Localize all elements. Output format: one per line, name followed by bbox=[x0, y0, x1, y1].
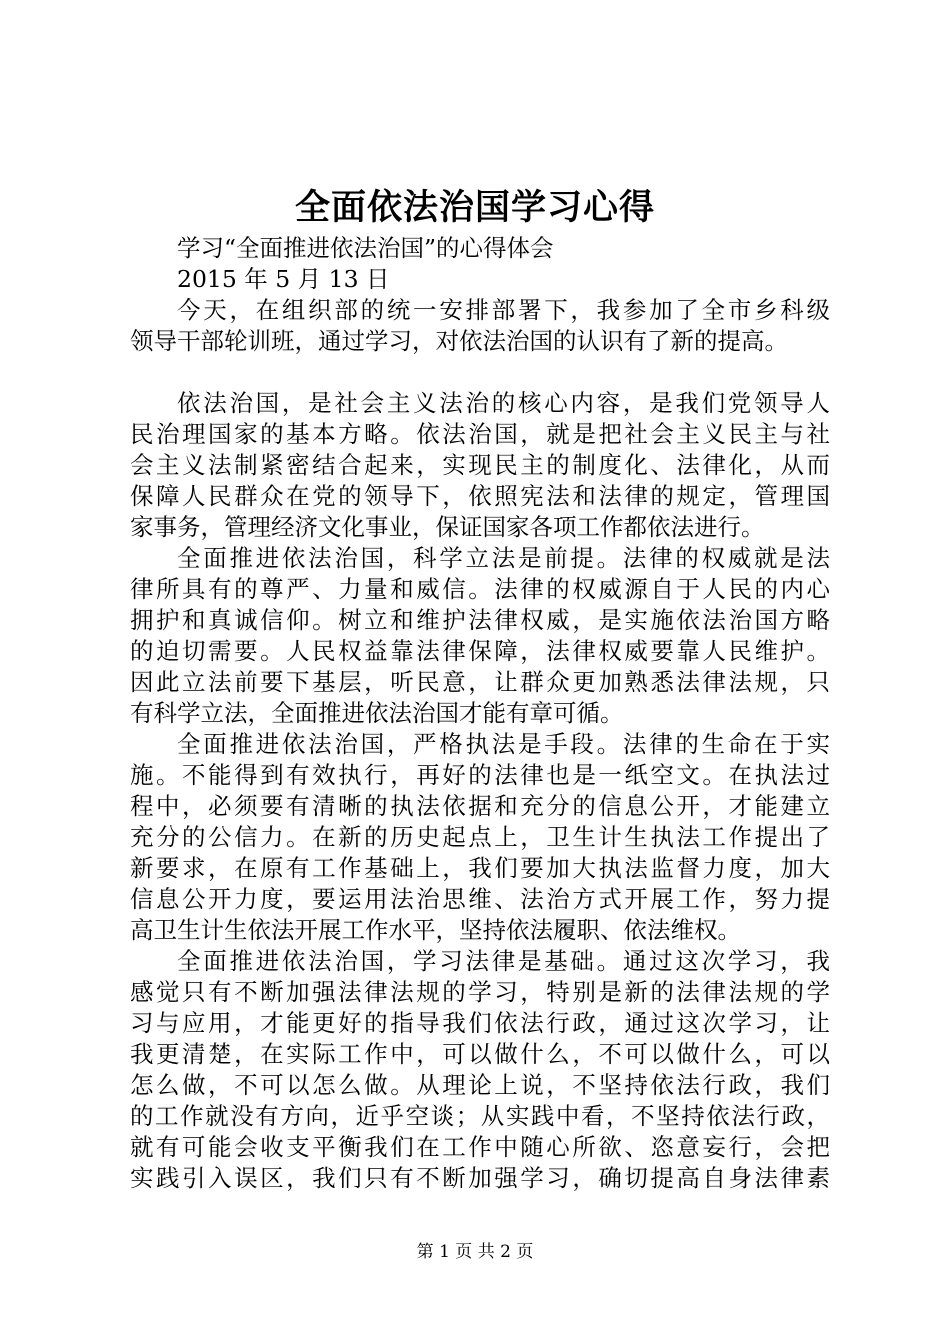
text-line: 家事务，管理经济文化事业，保证国家各项工作都依法进行。 bbox=[130, 513, 765, 541]
text-line: 信息公开力度，要运用法治思维、法治方式开展工作，努力提 bbox=[130, 885, 830, 913]
text-line: 会主义法制紧密结合起来，实现民主的制度化、法律化，从而 bbox=[130, 451, 830, 479]
text-line: 保障人民群众在党的领导下，依照宪法和法律的规定，管理国 bbox=[130, 482, 830, 510]
text-line: 律所具有的尊严、力量和威信。法律的权威源自于人民的内心 bbox=[130, 575, 830, 603]
document-body bbox=[130, 233, 830, 1194]
text-line: 施。不能得到有效执行，再好的法律也是一纸空文。在执法过 bbox=[130, 761, 830, 789]
document-subtitle: 学习“全面推进依法治国”的心得体会 bbox=[177, 234, 554, 262]
text-line: 有科学立法，全面推进依法治国才能有章可循。 bbox=[130, 699, 624, 727]
blank-line bbox=[130, 357, 830, 388]
text-line: 高卫生计生依法开展工作水平，坚持依法履职、依法维权。 bbox=[130, 916, 741, 944]
text-line: 全面推进依法治国，科学立法是前提。法律的权威就是法 bbox=[177, 544, 830, 572]
text-line: 感觉只有不断加强法律法规的学习，特别是新的法律法规的学 bbox=[130, 978, 830, 1006]
text-line: 的迫切需要。人民权益靠法律保障，法律权威要靠人民维护。 bbox=[130, 637, 830, 665]
text-line: 今天，在组织部的统一安排部署下，我参加了全市乡科级 bbox=[177, 296, 830, 324]
document-date: 2015 年 5 月 13 日 bbox=[177, 265, 390, 293]
text-line: 习与应用，才能更好的指导我们依法行政，通过这次学习，让 bbox=[130, 1009, 830, 1037]
text-line: 拥护和真诚信仰。树立和维护法律权威，是实施依法治国方略 bbox=[130, 606, 830, 634]
text-line: 实践引入误区，我们只有不断加强学习，确切提高自身法律素 bbox=[130, 1164, 830, 1192]
text-line: 怎么做，不可以怎么做。从理论上说，不坚持依法行政，我们 bbox=[130, 1071, 830, 1099]
text-line: 民治理国家的基本方略。依法治国，就是把社会主义民主与社 bbox=[130, 420, 830, 448]
text-line: 充分的公信力。在新的历史起点上，卫生计生执法工作提出了 bbox=[130, 823, 830, 851]
text-line: 因此立法前要下基层，听民意，让群众更加熟悉法律法规，只 bbox=[130, 668, 830, 696]
text-line: 的工作就没有方向，近乎空谈；从实践中看，不坚持依法行政， bbox=[130, 1102, 830, 1130]
text-line: 新要求，在原有工作基础上，我们要加大执法监督力度，加大 bbox=[130, 854, 830, 882]
text-line: 依法治国，是社会主义法治的核心内容，是我们党领导人 bbox=[177, 389, 830, 417]
text-line: 领导干部轮训班，通过学习，对依法治国的认识有了新的提高。 bbox=[130, 327, 788, 355]
text-line: 程中，必须要有清晰的执法依据和充分的信息公开，才能建立 bbox=[130, 792, 830, 820]
text-line: 全面推进依法治国，学习法律是基础。通过这次学习，我 bbox=[177, 947, 830, 975]
page-title: 全面依法治国学习心得 bbox=[294, 187, 655, 228]
text-line: 就有可能会收支平衡我们在工作中随心所欲、恣意妄行，会把 bbox=[130, 1133, 830, 1161]
page-footer: 第 1 页 共 2 页 bbox=[416, 1242, 534, 1262]
text-line: 我更清楚，在实际工作中，可以做什么，不可以做什么，可以 bbox=[130, 1040, 830, 1068]
text-line: 全面推进依法治国，严格执法是手段。法律的生命在于实 bbox=[177, 730, 830, 758]
